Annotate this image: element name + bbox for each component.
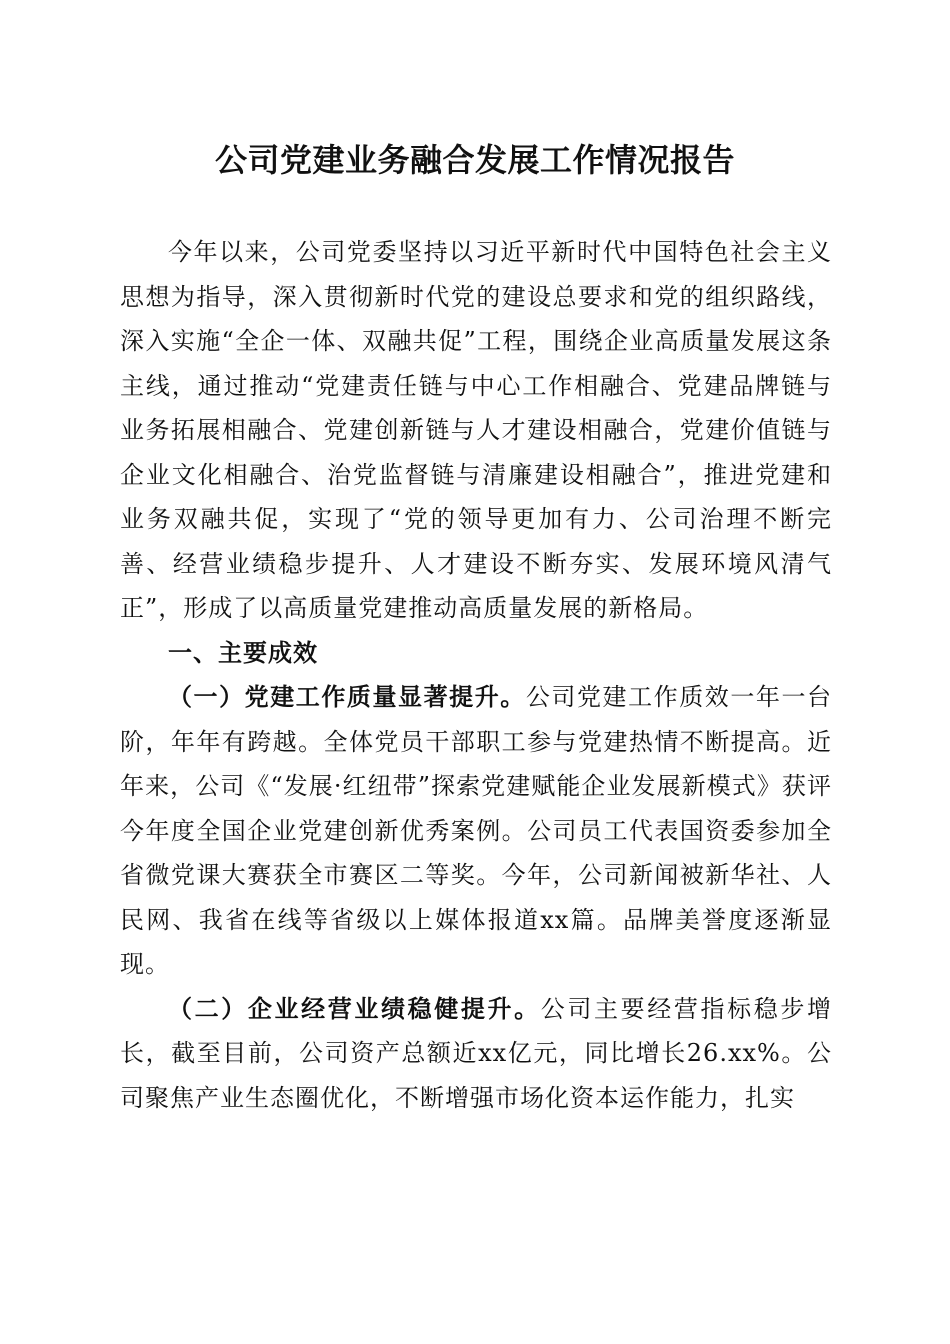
section-heading-main-results: 一、主要成效	[168, 638, 318, 667]
item2-text: 公司主要经营指标稳步增长，截至目前，公司资产总额近xx亿元，同比增长26.xx%。公司聚焦产业生态圈优化，不断增强市场化资本运作能力，扎实	[120, 994, 832, 1112]
paragraph-business-performance	[120, 987, 832, 1121]
intro-paragraph: 今年以来，公司党委坚持以习近平新时代中国特色社会主义思想为指导，深入贯彻新时代党的建设总要求和党的组织路线，深入实施“全企一体、双融共促”工程，围绕企业高质量发展这条主线，通过推动“党建责任链与中心工作相融合、党建品牌链与业务拓展相融合、党建创新链与人才建设相融合，党建价值链与企业文化相融合、治党监督链与清廉建设相融合”，推进党建和业务双融共促，实现了“党的领导更加有力、公司治理不断完善、经营业绩稳步提升、人才建设不断夯实、发展环境风清气正”，形成了以高质量党建推动高质量发展的新格局。	[120, 238, 832, 622]
document-body	[120, 230, 832, 1120]
item1-text: 公司党建工作质效一年一台阶，年年有跨越。全体党员干部职工参与党建热情不断提高。近年来，公司《“发展·红纽带”探索党建赋能企业发展新模式》获评今年度全国企业党建创新优秀案例。公司员工代表国资委参加全省微党课大赛获全市赛区二等奖。今年，公司新闻被新华社、人民网、我省在线等省级以上媒体报道xx篇。品牌美誉度逐渐显现。	[120, 683, 833, 978]
item1-lead: （一）党建工作质量显著提升。	[168, 682, 526, 711]
document-title: 公司党建业务融合发展工作情况报告	[214, 141, 735, 179]
item2-lead: （二）企业经营业绩稳健提升。	[168, 993, 541, 1023]
paragraph-party-building-quality	[120, 675, 832, 987]
